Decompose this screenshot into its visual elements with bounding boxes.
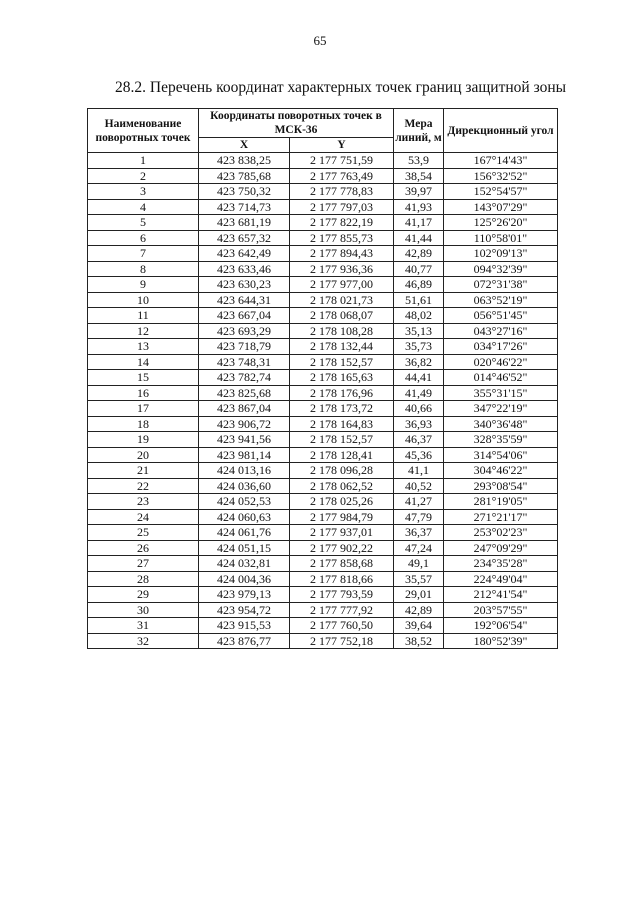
y-coordinate-cell: 2 177 855,73 xyxy=(290,230,394,246)
table-row xyxy=(88,277,558,293)
x-coordinate-cell: 424 061,76 xyxy=(199,525,290,541)
table-row xyxy=(88,230,558,246)
line-length-cell: 44,41 xyxy=(394,370,444,386)
line-length-cell: 48,02 xyxy=(394,308,444,324)
direction-angle-cell: 314°54'06" xyxy=(444,447,558,463)
line-length-cell: 42,89 xyxy=(394,602,444,618)
table-row xyxy=(88,618,558,634)
point-number-cell: 5 xyxy=(88,215,199,231)
y-coordinate-cell: 2 177 752,18 xyxy=(290,633,394,649)
point-number-cell: 16 xyxy=(88,385,199,401)
y-coordinate-cell: 2 177 822,19 xyxy=(290,215,394,231)
line-length-cell: 36,82 xyxy=(394,354,444,370)
line-length-cell: 39,64 xyxy=(394,618,444,634)
table-row xyxy=(88,602,558,618)
point-number-cell: 19 xyxy=(88,432,199,448)
table-row xyxy=(88,153,558,169)
table-row xyxy=(88,633,558,649)
table-row xyxy=(88,308,558,324)
x-coordinate-cell: 424 004,36 xyxy=(199,571,290,587)
line-length-cell: 40,66 xyxy=(394,401,444,417)
x-coordinate-cell: 423 825,68 xyxy=(199,385,290,401)
x-coordinate-cell: 423 642,49 xyxy=(199,246,290,262)
x-coordinate-cell: 423 838,25 xyxy=(199,153,290,169)
line-length-cell: 41,27 xyxy=(394,494,444,510)
point-number-cell: 17 xyxy=(88,401,199,417)
y-coordinate-cell: 2 177 936,36 xyxy=(290,261,394,277)
point-number-cell: 2 xyxy=(88,168,199,184)
point-number-cell: 20 xyxy=(88,447,199,463)
coordinates-table xyxy=(87,108,558,649)
y-coordinate-cell: 2 177 751,59 xyxy=(290,153,394,169)
point-number-cell: 18 xyxy=(88,416,199,432)
line-length-cell: 47,79 xyxy=(394,509,444,525)
x-coordinate-cell: 423 782,74 xyxy=(199,370,290,386)
direction-angle-cell: 293°08'54" xyxy=(444,478,558,494)
line-length-cell: 35,57 xyxy=(394,571,444,587)
point-number-cell: 8 xyxy=(88,261,199,277)
line-length-cell: 38,54 xyxy=(394,168,444,184)
direction-angle-cell: 304°46'22" xyxy=(444,463,558,479)
table-row xyxy=(88,556,558,572)
table-row xyxy=(88,199,558,215)
direction-angle-cell: 212°41'54" xyxy=(444,587,558,603)
y-coordinate-cell: 2 177 763,49 xyxy=(290,168,394,184)
table-row xyxy=(88,246,558,262)
table-body xyxy=(88,153,558,649)
x-coordinate-cell: 424 060,63 xyxy=(199,509,290,525)
y-coordinate-cell: 2 177 778,83 xyxy=(290,184,394,200)
x-coordinate-cell: 424 013,16 xyxy=(199,463,290,479)
line-length-cell: 42,89 xyxy=(394,246,444,262)
line-length-cell: 41,44 xyxy=(394,230,444,246)
header-line-length: Мера линий, м xyxy=(394,109,444,153)
line-length-cell: 41,17 xyxy=(394,215,444,231)
point-number-cell: 10 xyxy=(88,292,199,308)
direction-angle-cell: 152°54'57" xyxy=(444,184,558,200)
line-length-cell: 38,52 xyxy=(394,633,444,649)
direction-angle-cell: 020°46'22" xyxy=(444,354,558,370)
x-coordinate-cell: 423 681,19 xyxy=(199,215,290,231)
x-coordinate-cell: 423 718,79 xyxy=(199,339,290,355)
y-coordinate-cell: 2 178 021,73 xyxy=(290,292,394,308)
x-coordinate-cell: 423 630,23 xyxy=(199,277,290,293)
table-row xyxy=(88,571,558,587)
direction-angle-cell: 180°52'39" xyxy=(444,633,558,649)
x-coordinate-cell: 423 633,46 xyxy=(199,261,290,277)
x-coordinate-cell: 423 657,32 xyxy=(199,230,290,246)
point-number-cell: 1 xyxy=(88,153,199,169)
line-length-cell: 41,1 xyxy=(394,463,444,479)
point-number-cell: 4 xyxy=(88,199,199,215)
line-length-cell: 51,61 xyxy=(394,292,444,308)
table-row xyxy=(88,463,558,479)
y-coordinate-cell: 2 177 760,50 xyxy=(290,618,394,634)
line-length-cell: 36,93 xyxy=(394,416,444,432)
x-coordinate-cell: 423 714,73 xyxy=(199,199,290,215)
point-number-cell: 26 xyxy=(88,540,199,556)
direction-angle-cell: 224°49'04" xyxy=(444,571,558,587)
x-coordinate-cell: 424 051,15 xyxy=(199,540,290,556)
table-row xyxy=(88,432,558,448)
direction-angle-cell: 281°19'05" xyxy=(444,494,558,510)
header-coordinates: Координаты поворотных точек в МСК-36 xyxy=(199,109,394,138)
point-number-cell: 27 xyxy=(88,556,199,572)
table-row xyxy=(88,447,558,463)
x-coordinate-cell: 423 644,31 xyxy=(199,292,290,308)
table-row xyxy=(88,323,558,339)
direction-angle-cell: 156°32'52" xyxy=(444,168,558,184)
direction-angle-cell: 167°14'43" xyxy=(444,153,558,169)
y-coordinate-cell: 2 178 132,44 xyxy=(290,339,394,355)
y-coordinate-cell: 2 177 793,59 xyxy=(290,587,394,603)
point-number-cell: 24 xyxy=(88,509,199,525)
table-row xyxy=(88,540,558,556)
x-coordinate-cell: 424 052,53 xyxy=(199,494,290,510)
y-coordinate-cell: 2 177 937,01 xyxy=(290,525,394,541)
direction-angle-cell: 247°09'29" xyxy=(444,540,558,556)
direction-angle-cell: 347°22'19" xyxy=(444,401,558,417)
table-row xyxy=(88,215,558,231)
line-length-cell: 41,49 xyxy=(394,385,444,401)
direction-angle-cell: 056°51'45" xyxy=(444,308,558,324)
point-number-cell: 21 xyxy=(88,463,199,479)
table-row xyxy=(88,587,558,603)
direction-angle-cell: 043°27'16" xyxy=(444,323,558,339)
y-coordinate-cell: 2 178 165,63 xyxy=(290,370,394,386)
y-coordinate-cell: 2 178 108,28 xyxy=(290,323,394,339)
y-coordinate-cell: 2 178 152,57 xyxy=(290,354,394,370)
point-number-cell: 11 xyxy=(88,308,199,324)
x-coordinate-cell: 423 981,14 xyxy=(199,447,290,463)
y-coordinate-cell: 2 177 984,79 xyxy=(290,509,394,525)
x-coordinate-cell: 423 785,68 xyxy=(199,168,290,184)
table-row xyxy=(88,261,558,277)
x-coordinate-cell: 423 750,32 xyxy=(199,184,290,200)
point-number-cell: 7 xyxy=(88,246,199,262)
line-length-cell: 46,37 xyxy=(394,432,444,448)
direction-angle-cell: 192°06'54" xyxy=(444,618,558,634)
direction-angle-cell: 014°46'52" xyxy=(444,370,558,386)
table-row xyxy=(88,494,558,510)
header-x: X xyxy=(199,138,290,153)
line-length-cell: 39,97 xyxy=(394,184,444,200)
x-coordinate-cell: 423 954,72 xyxy=(199,602,290,618)
header-direction-angle: Дирекционный угол xyxy=(444,109,558,153)
y-coordinate-cell: 2 178 176,96 xyxy=(290,385,394,401)
y-coordinate-cell: 2 178 164,83 xyxy=(290,416,394,432)
point-number-cell: 6 xyxy=(88,230,199,246)
direction-angle-cell: 094°32'39" xyxy=(444,261,558,277)
point-number-cell: 30 xyxy=(88,602,199,618)
direction-angle-cell: 034°17'26" xyxy=(444,339,558,355)
y-coordinate-cell: 2 178 025,26 xyxy=(290,494,394,510)
line-length-cell: 41,93 xyxy=(394,199,444,215)
point-number-cell: 14 xyxy=(88,354,199,370)
direction-angle-cell: 072°31'38" xyxy=(444,277,558,293)
line-length-cell: 47,24 xyxy=(394,540,444,556)
y-coordinate-cell: 2 177 818,66 xyxy=(290,571,394,587)
y-coordinate-cell: 2 177 977,00 xyxy=(290,277,394,293)
y-coordinate-cell: 2 178 068,07 xyxy=(290,308,394,324)
table-row xyxy=(88,354,558,370)
header-point-name: Наименование поворотных точек xyxy=(88,109,199,153)
direction-angle-cell: 110°58'01" xyxy=(444,230,558,246)
y-coordinate-cell: 2 178 062,52 xyxy=(290,478,394,494)
line-length-cell: 46,89 xyxy=(394,277,444,293)
line-length-cell: 45,36 xyxy=(394,447,444,463)
header-y: Y xyxy=(290,138,394,153)
line-length-cell: 35,13 xyxy=(394,323,444,339)
table-header xyxy=(88,109,558,153)
direction-angle-cell: 143°07'29" xyxy=(444,199,558,215)
x-coordinate-cell: 423 748,31 xyxy=(199,354,290,370)
direction-angle-cell: 063°52'19" xyxy=(444,292,558,308)
point-number-cell: 22 xyxy=(88,478,199,494)
direction-angle-cell: 355°31'15" xyxy=(444,385,558,401)
y-coordinate-cell: 2 178 152,57 xyxy=(290,432,394,448)
line-length-cell: 36,37 xyxy=(394,525,444,541)
line-length-cell: 40,52 xyxy=(394,478,444,494)
table-row xyxy=(88,478,558,494)
table-row xyxy=(88,184,558,200)
y-coordinate-cell: 2 178 173,72 xyxy=(290,401,394,417)
direction-angle-cell: 340°36'48" xyxy=(444,416,558,432)
section-title: 28.2. Перечень координат характерных точек границ защитной зоны xyxy=(115,79,567,96)
y-coordinate-cell: 2 177 902,22 xyxy=(290,540,394,556)
x-coordinate-cell: 423 876,77 xyxy=(199,633,290,649)
x-coordinate-cell: 424 032,81 xyxy=(199,556,290,572)
point-number-cell: 29 xyxy=(88,587,199,603)
table-row xyxy=(88,401,558,417)
point-number-cell: 12 xyxy=(88,323,199,339)
y-coordinate-cell: 2 177 858,68 xyxy=(290,556,394,572)
x-coordinate-cell: 423 979,13 xyxy=(199,587,290,603)
table-row xyxy=(88,385,558,401)
table-row xyxy=(88,339,558,355)
line-length-cell: 49,1 xyxy=(394,556,444,572)
point-number-cell: 15 xyxy=(88,370,199,386)
direction-angle-cell: 328°35'59" xyxy=(444,432,558,448)
point-number-cell: 23 xyxy=(88,494,199,510)
direction-angle-cell: 125°26'20" xyxy=(444,215,558,231)
line-length-cell: 35,73 xyxy=(394,339,444,355)
point-number-cell: 9 xyxy=(88,277,199,293)
x-coordinate-cell: 424 036,60 xyxy=(199,478,290,494)
x-coordinate-cell: 423 915,53 xyxy=(199,618,290,634)
point-number-cell: 25 xyxy=(88,525,199,541)
page-number: 65 xyxy=(313,33,327,48)
point-number-cell: 32 xyxy=(88,633,199,649)
y-coordinate-cell: 2 178 128,41 xyxy=(290,447,394,463)
direction-angle-cell: 271°21'17" xyxy=(444,509,558,525)
y-coordinate-cell: 2 177 894,43 xyxy=(290,246,394,262)
y-coordinate-cell: 2 177 777,92 xyxy=(290,602,394,618)
y-coordinate-cell: 2 177 797,03 xyxy=(290,199,394,215)
direction-angle-cell: 234°35'28" xyxy=(444,556,558,572)
x-coordinate-cell: 423 667,04 xyxy=(199,308,290,324)
direction-angle-cell: 203°57'55" xyxy=(444,602,558,618)
line-length-cell: 29,01 xyxy=(394,587,444,603)
point-number-cell: 3 xyxy=(88,184,199,200)
direction-angle-cell: 102°09'13" xyxy=(444,246,558,262)
line-length-cell: 40,77 xyxy=(394,261,444,277)
point-number-cell: 13 xyxy=(88,339,199,355)
table-row xyxy=(88,525,558,541)
direction-angle-cell: 253°02'23" xyxy=(444,525,558,541)
table-row xyxy=(88,416,558,432)
x-coordinate-cell: 423 693,29 xyxy=(199,323,290,339)
x-coordinate-cell: 423 941,56 xyxy=(199,432,290,448)
table-row xyxy=(88,370,558,386)
x-coordinate-cell: 423 906,72 xyxy=(199,416,290,432)
y-coordinate-cell: 2 178 096,28 xyxy=(290,463,394,479)
line-length-cell: 53,9 xyxy=(394,153,444,169)
x-coordinate-cell: 423 867,04 xyxy=(199,401,290,417)
point-number-cell: 28 xyxy=(88,571,199,587)
table-row xyxy=(88,292,558,308)
point-number-cell: 31 xyxy=(88,618,199,634)
table-row xyxy=(88,509,558,525)
table-row xyxy=(88,168,558,184)
